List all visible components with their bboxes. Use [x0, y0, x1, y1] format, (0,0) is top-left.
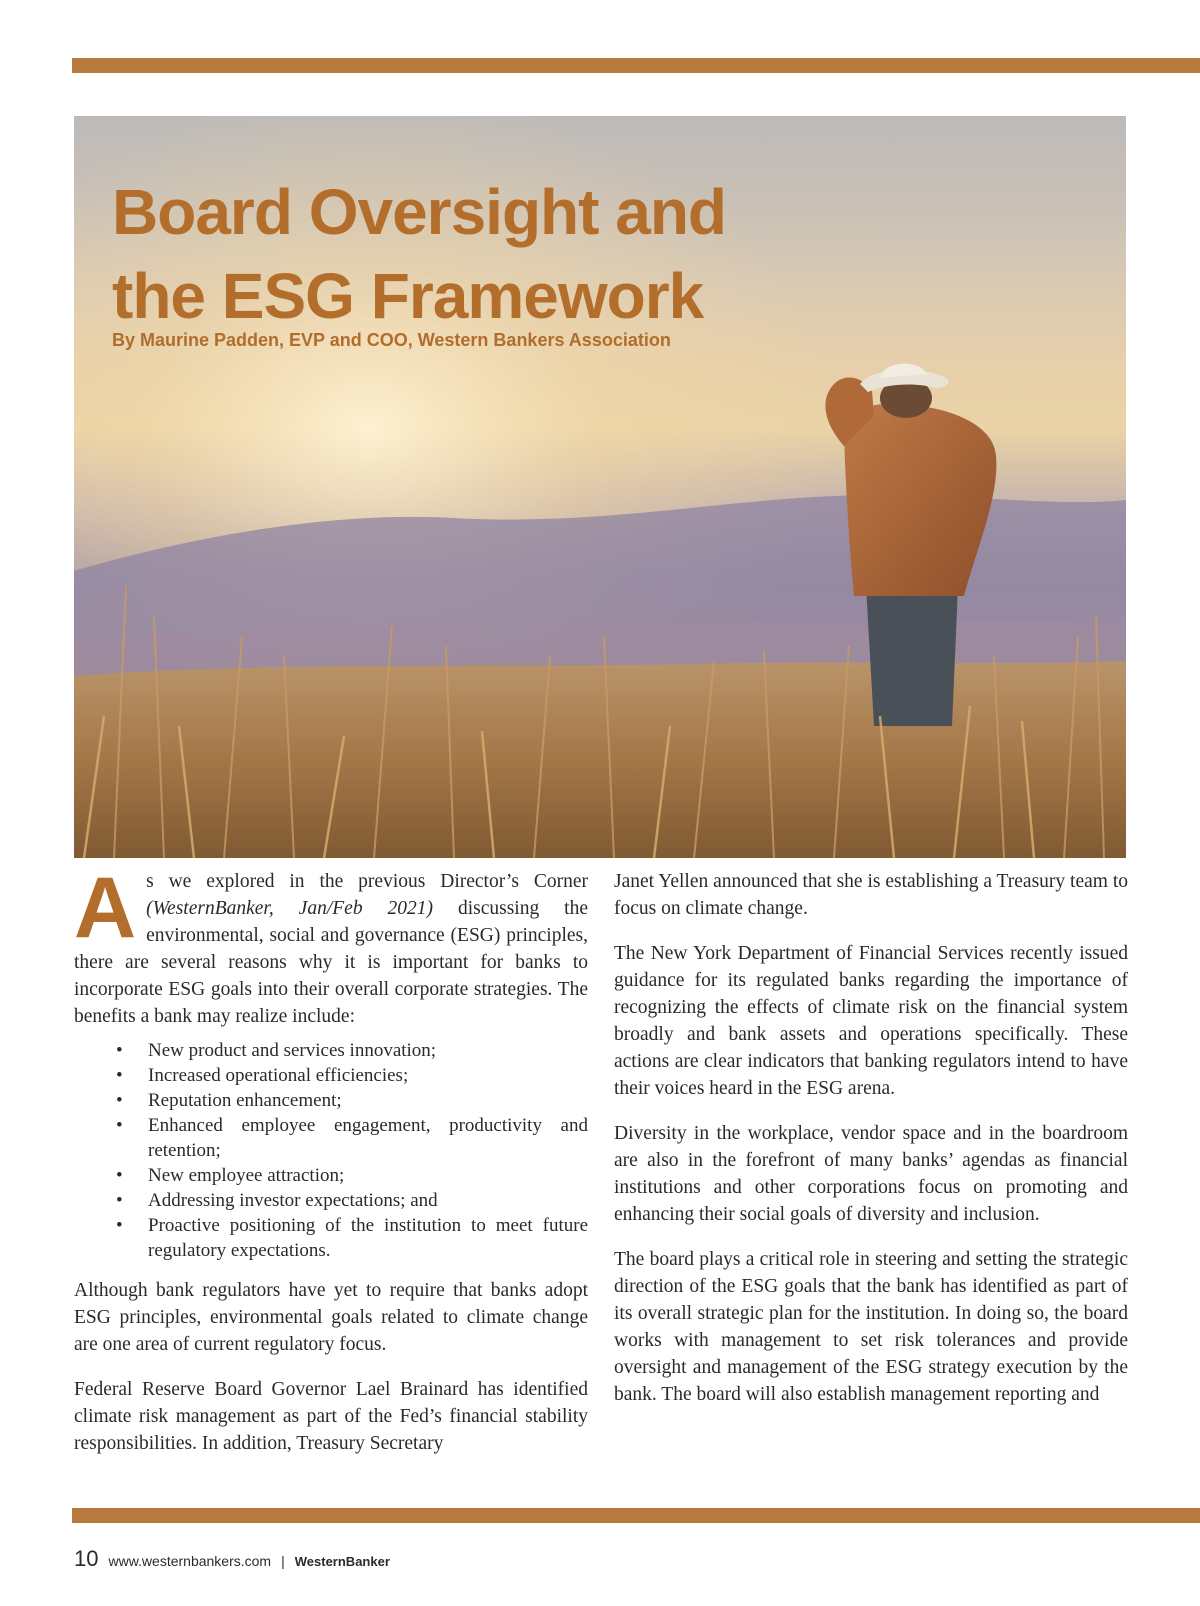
list-item: • New product and services innovation; [74, 1038, 588, 1063]
top-accent-rule [72, 58, 1200, 73]
article-title: Board Oversight and the ESG Framework [112, 176, 726, 332]
author-byline: By Maurine Padden, EVP and COO, Western Bankers Association [112, 330, 671, 350]
paragraph-regulators: Although bank regulators have yet to require that banks adopt ESG principles, environmental goals related to climate change are one area of current regulatory focus. [74, 1280, 588, 1355]
magazine-name: WesternBanker [294, 1554, 390, 1569]
list-item: • New employee attraction; [74, 1163, 588, 1188]
page-number: 10 [74, 1546, 99, 1571]
intro-text-2: discussing the environmental, social and governance (ESG) principles, there are several reasons why it is important for banks to incorporate ESG goals into their overall corporate strategies. The benefits a bank may realize include: [74, 898, 588, 1027]
intro-text-1: s we explored in the previous Director’s Corner [146, 871, 588, 892]
list-item: • Addressing investor expectations; and [74, 1188, 588, 1213]
paragraph-federal-reserve: Federal Reserve Board Governor Lael Brainard has identified climate risk management as part of the Fed’s financial stability responsibilities. In addition, Treasury Secretary [74, 1379, 588, 1454]
page-footer [74, 1546, 390, 1572]
drop-cap: A [74, 860, 137, 956]
hero-image [74, 116, 1126, 858]
list-item: • Reputation enhancement; [74, 1088, 588, 1113]
website-link[interactable]: www.westernbankers.com [108, 1553, 272, 1569]
article-column-right [614, 868, 1128, 1426]
benefits-list [74, 1038, 588, 1263]
paragraph-diversity: Diversity in the workplace, vendor space and in the boardroom are also in the forefront of many banks’ agendas as financial institutions and other corporations focus on promoting and enhancing their social goals of diversity and inclusion. [614, 1123, 1128, 1225]
paragraph-board-role: The board plays a critical role in steering and setting the strategic direction of the ESG goals that the bank has identified as part of its overall strategic plan for the institution. In doing so, the board works with management to set risk tolerances and provide oversight and management of the ESG strategy execution by the bank. The board will also establish management reporting and [614, 1249, 1128, 1405]
list-item: • Increased operational efficiencies; [74, 1063, 588, 1088]
intro-citation: (WesternBanker, Jan/Feb 2021) [146, 898, 434, 919]
article-column-left [74, 860, 588, 1475]
footer-separator: | [281, 1553, 285, 1569]
paragraph-treasury: Janet Yellen announced that she is establishing a Treasury team to focus on climate change. [614, 871, 1128, 919]
list-item: • Proactive positioning of the institution to meet future regulatory expectations. [74, 1213, 588, 1263]
bottom-accent-rule [72, 1508, 1200, 1523]
list-item: • Enhanced employee engagement, productivity and retention; [74, 1113, 588, 1163]
intro-paragraph [74, 860, 588, 1030]
paragraph-nydfs: The New York Department of Financial Services recently issued guidance for its regulated banks regarding the importance of recognizing the effects of climate risk on the financial system broadly and bank assets and operations specifically. These actions are clear indicators that banking regulators intend to have their voices heard in the ESG arena. [614, 943, 1128, 1099]
